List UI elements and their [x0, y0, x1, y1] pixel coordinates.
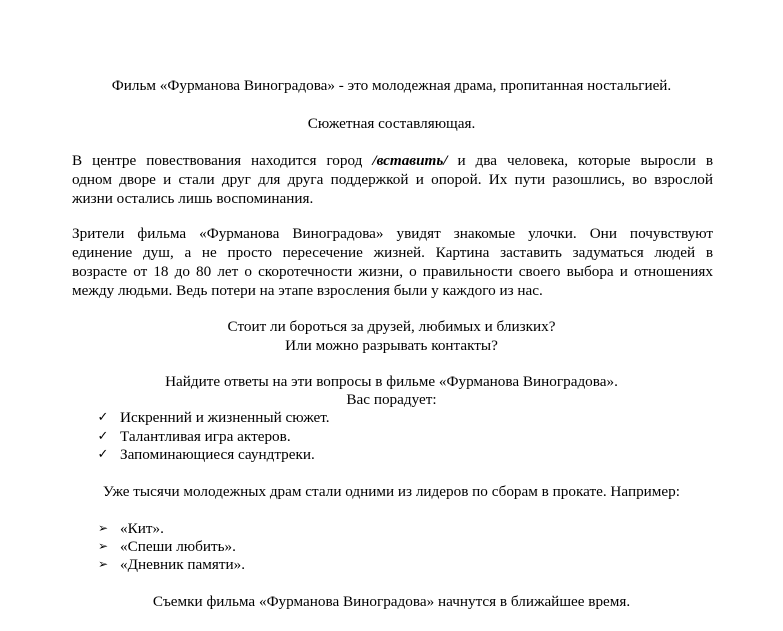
paragraph-plot-text: В центре повествования находится город	[72, 152, 373, 169]
arrow-bullet-icon: ➢	[97, 557, 109, 571]
paragraph-plot-line-1	[72, 151, 713, 170]
paragraph-audience-line-1	[72, 224, 713, 243]
answers-intro-line-2: Вас порадует:	[346, 391, 437, 408]
document-title-line: Фильм «Фурманова Виноградова» - это молодежная драма, пропитанная ностальгией.	[111, 77, 672, 94]
question-line-1: Стоит ли бороться за друзей, любимых и близких?	[227, 318, 556, 335]
arrow-bullet-icon: ➢	[97, 521, 109, 535]
checkmark-icon: ✓	[97, 447, 109, 462]
example-item-label: «Дневник памяти».	[120, 556, 246, 573]
example-item-label: «Спеши любить».	[120, 538, 236, 555]
paragraph-audience-line-2	[72, 243, 713, 262]
checklist-item-label: Запоминающиеся саундтреки.	[120, 446, 315, 463]
answers-intro-line-1: Найдите ответы на эти вопросы в фильме «Фурманова Виноградова».	[165, 373, 618, 390]
question-line-2: Или можно разрывать контакты?	[285, 337, 498, 354]
paragraph-audience-text: единение душ, а не просто пересечение жизней. Картина заставить задуматься людей в	[72, 244, 713, 261]
example-item-label: «Кит».	[120, 520, 164, 537]
paragraph-plot-text: и два человека, которые выросли в	[447, 152, 713, 169]
checkmark-icon: ✓	[97, 410, 109, 425]
examples-intro: Уже тысячи молодежных драм стали одними из лидеров по сборам в прокате. Например:	[103, 483, 680, 500]
arrow-bullet-icon: ➢	[97, 539, 109, 553]
checklist-item-label: Искренний и жизненный сюжет.	[120, 409, 330, 426]
city-placeholder: /вставить/	[372, 152, 448, 169]
paragraph-plot-text: одном дворе и стали друг для друга поддержкой и опорой. Их пути разошлись, во взрослой	[72, 171, 713, 188]
paragraph-audience-text: возрасте от 18 до 80 лет о скоротечности жизни, о правильности своего выбора и отношениях	[72, 263, 713, 280]
checklist-item-label: Талантливая игра актеров.	[120, 428, 291, 445]
paragraph-plot-line-2	[72, 170, 713, 189]
paragraph-plot-line-3: жизни остались лишь воспоминания.	[72, 190, 314, 207]
section-heading: Сюжетная составляющая.	[307, 115, 476, 132]
closing-line: Съемки фильма «Фурманова Виноградова» начнутся в ближайшее время.	[152, 593, 631, 610]
paragraph-audience-line-4: между людьми. Ведь потери на этапе взросления были у каждого из нас.	[72, 282, 543, 299]
paragraph-audience-text: Зрители фильма «Фурманова Виноградова» увидят знакомые улочки. Они почувствуют	[72, 225, 713, 242]
paragraph-audience-line-3	[72, 262, 713, 281]
checkmark-icon: ✓	[97, 429, 109, 444]
